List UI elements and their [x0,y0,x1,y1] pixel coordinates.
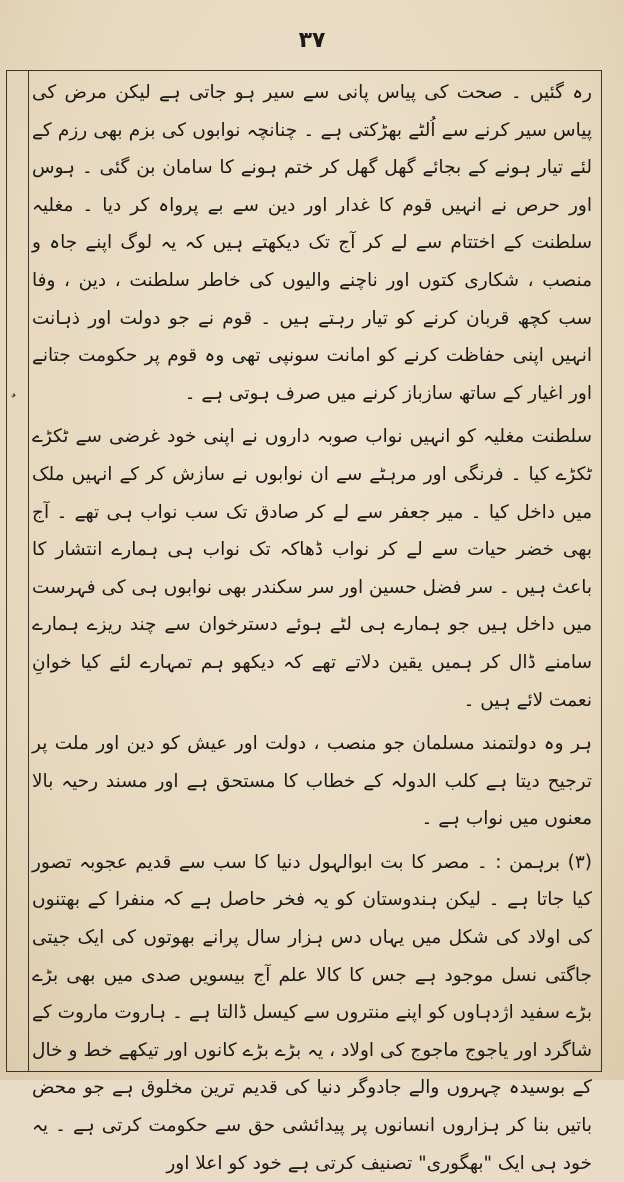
paragraph-2: سلطنت مغلیہ کو انہیں نواب صوبہ داروں نے اپنی خود غرضی سے ٹکڑے ٹکڑے کیا ۔ فرنگی اور مرہٹے سے ان نوابوں نے سازش کر کے انہیں ملک میں داخل کیا ۔ میر جعفر سے لے کر صادق تک سب نواب ہی تھے ۔ آج بھی خضر حیات سے لے کر نواب ڈھاکہ تک نواب ہی ہمارے انتشار کا باعث ہیں ۔ سر فضل حسین اور سر سکندر بھی نوابوں ہی کی فہرست میں داخل ہیں جو ہمارے ہی لٹے ہوئے دسترخوان سے چند ریزے ہمارے سامنے ڈال کر ہمیں یقین دلاتے تھے کہ دیکھو ہم تمہارے لئے کیا خوانِ نعمت لائے ہیں ۔ [32,426,592,711]
paragraph-3: ہر وہ دولتمند مسلمان جو منصب ، دولت اور عیش کو دین اور ملت پر ترجیح دیتا ہے کلب الدولہ کے خطاب کا مستحق ہے اور مسند رحیہ بالا معنوں میں نواب ہے ۔ [32,733,592,830]
paragraph-1: رہ گئیں ۔ صحت کی پیاس پانی سے سیر ہو جاتی ہے لیکن مرض کی پیاس سیر کرنے سے اُلٹے بھڑکتی ہے ۔ چنانچہ نوابوں کی بزم بھی رزم کے لئے تیار ہونے کے بجائے گھل گھل کر ختم ہونے کا سامان بن گئی ۔ ہوس اور حرص نے انہیں قوم کا غدار اور دین سے بے پرواہ کر دیا ۔ مغلیہ سلطنت کے اختتام سے لے کر آج تک دیکھتے ہیں کہ یہ لوگ اپنے جاہ و منصب ، شکاری کتوں اور ناچنے والیوں کی خاطر سلطنت ، دین ، وفا سب کچھ قربان کرنے کو تیار رہتے ہیں ۔ قوم نے جو دولت اور ذہانت انہیں اپنی حفاظت کرنے کو امانت سونپی تھی وہ قوم پر حکومت جتانے اور اغیار کے ساتھ سازباز کرنے میں صرف ہوتی ہے ۔ [32,82,592,404]
paragraph-4: (۳) برہمن : ۔ مصر کا بت ابوالہول دنیا کا سب سے قدیم عجوبہ تصور کیا جاتا ہے ۔ لیکن ہندوستان کو یہ فخر حاصل ہے کہ منفرا کے بھتنوں کی اولاد کی شکل میں یہاں دس ہزار سال پرانے بھوتوں کی ایک جیتی جاگتی نسل موجود ہے جس کا کالا علم آج بیسویں صدی میں بھی بڑے بڑے سفید اژدہاوں کو اپنے منتروں سے کیسل ڈالتا ہے ۔ ہاروت ماروت کے شاگرد اور یاجوج ماجوج کی اولاد ، یہ بڑے بڑے کانوں اور تیکھے خط و خال کے بوسیدہ چہروں والے جادوگر دنیا کی قدیم ترین مخلوق ہے جو محض باتیں بنا کر ہزاروں انسانوں پر پیدائشی حق سے حکومت کرتی ہے ۔ یہ خود ہی ایک "بھگوری" تصنیف کرتی ہے خود کو اعلا اور [32,851,592,1174]
page-number: ۳۷ [298,28,326,53]
body-text [32,74,592,1174]
margin-rule [28,70,29,1072]
